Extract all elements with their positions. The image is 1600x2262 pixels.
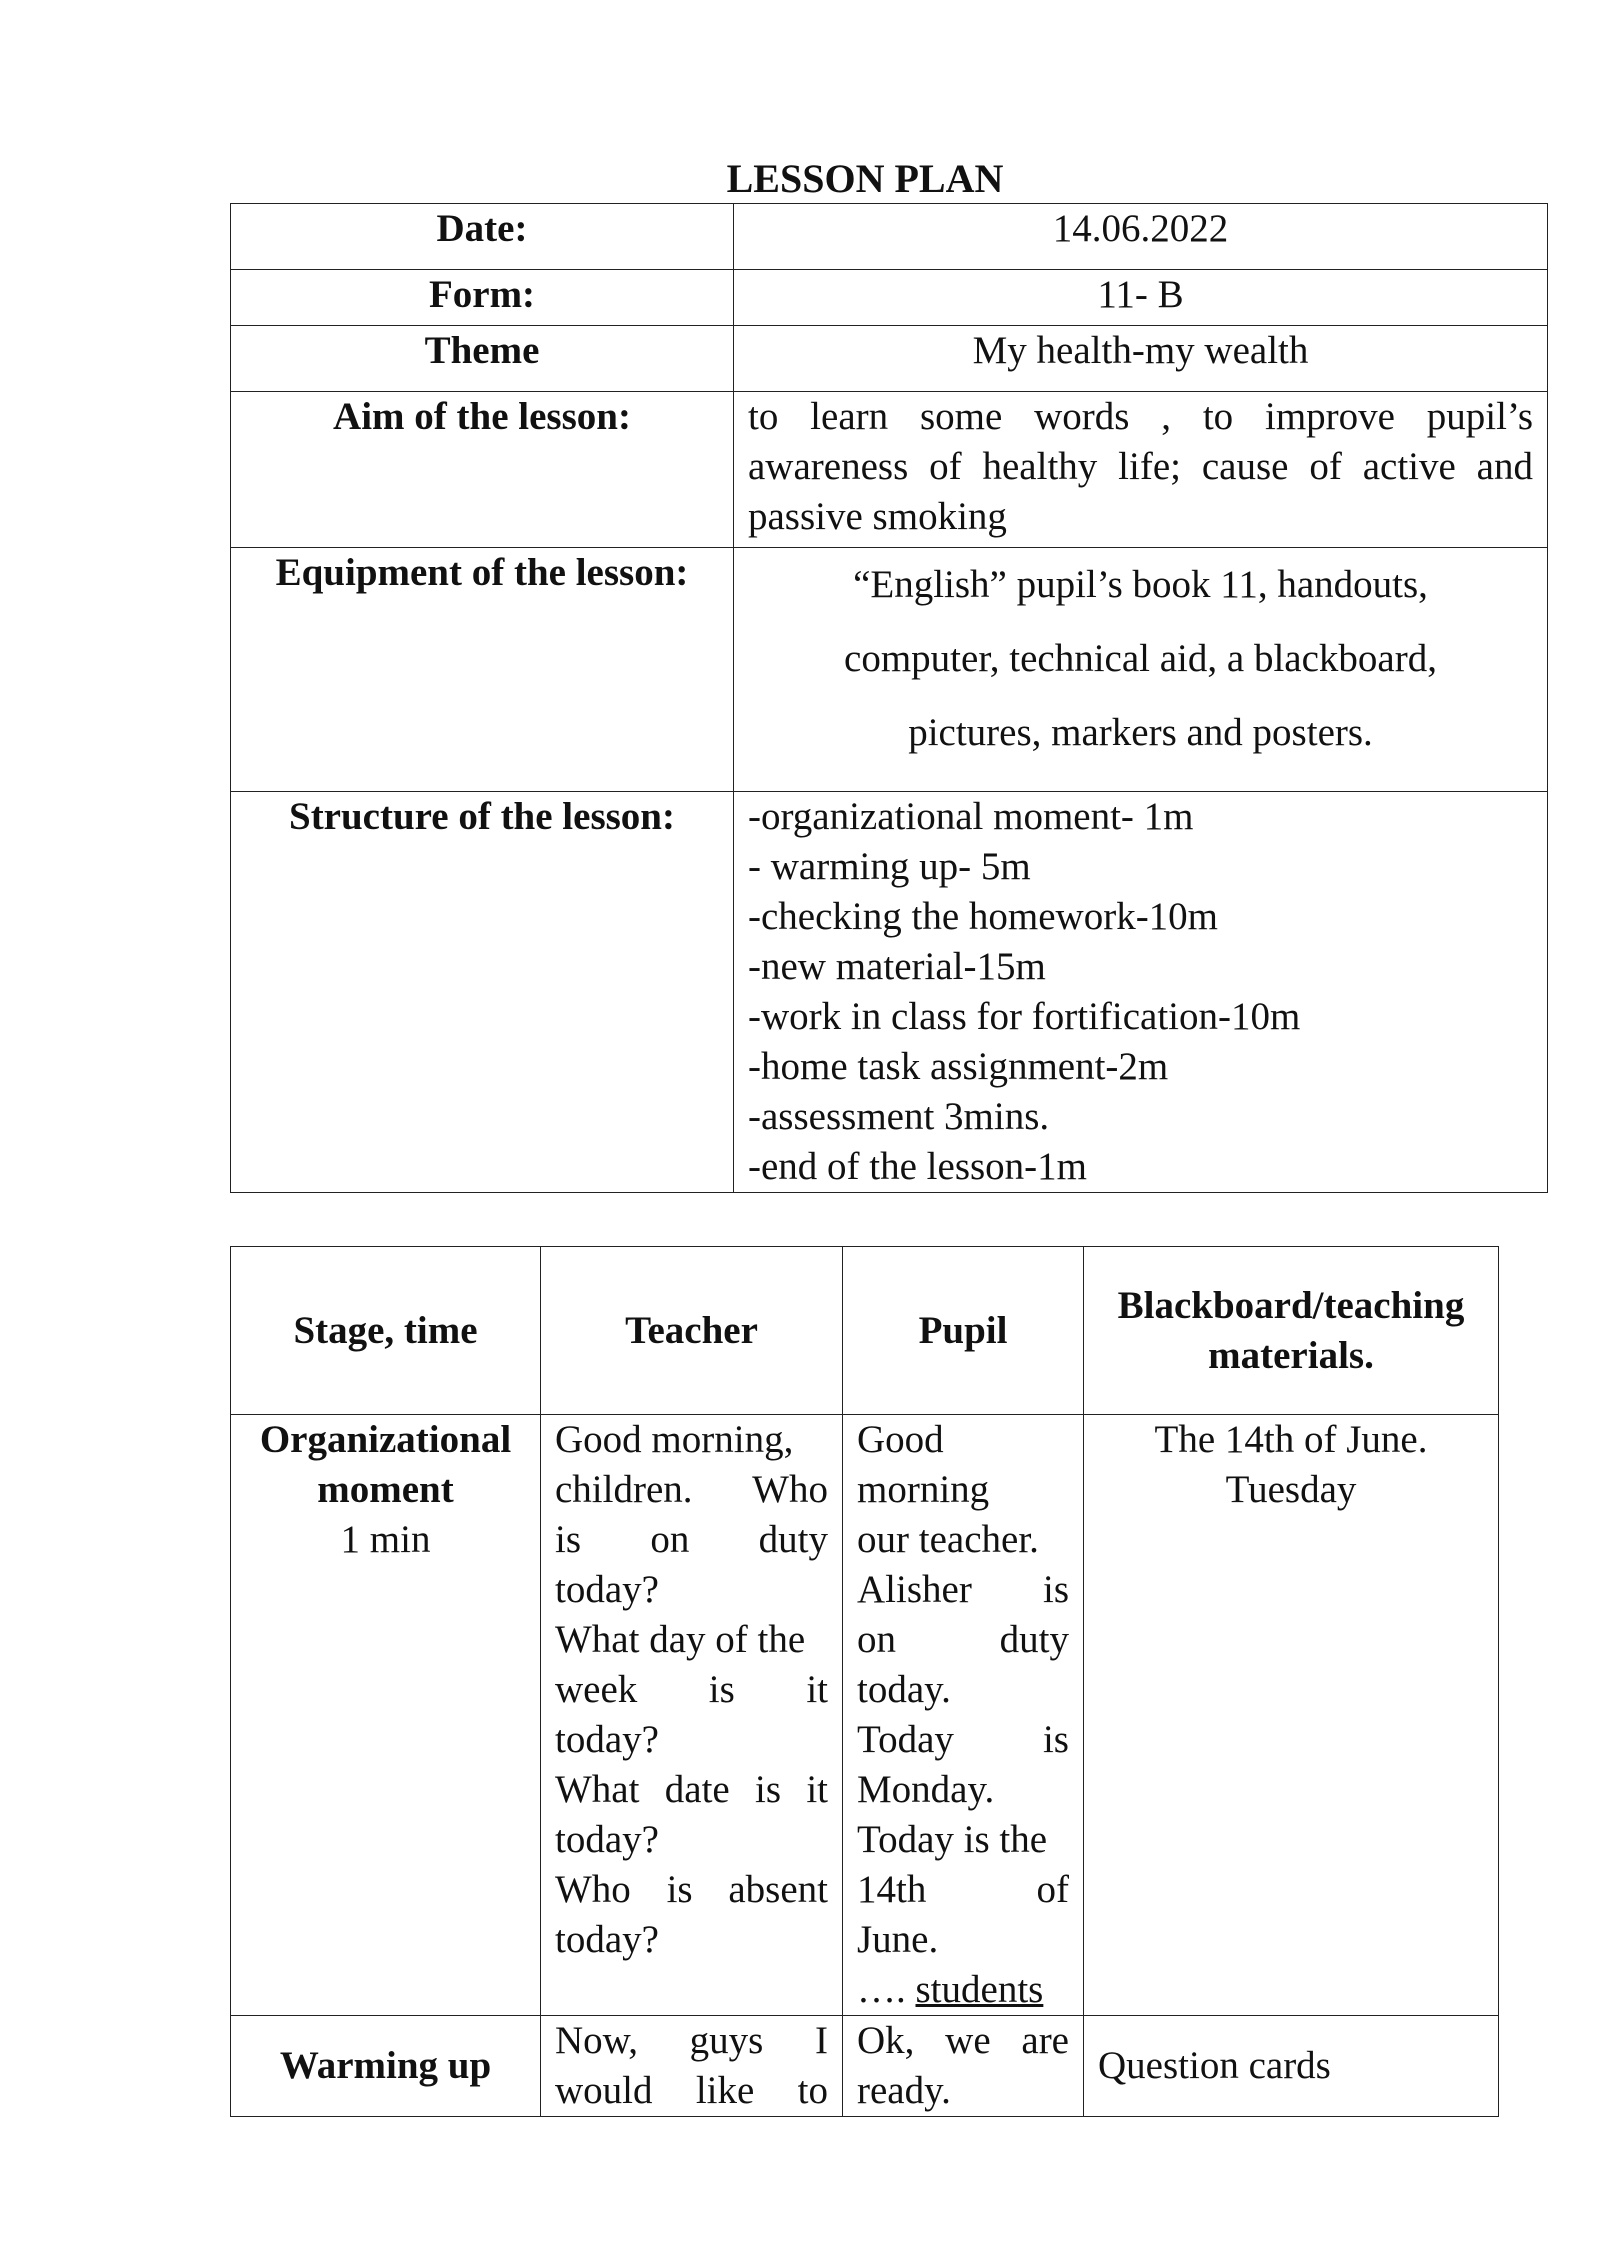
- teacher-line: would like to: [555, 2069, 828, 2112]
- teacher-line: children. Who: [555, 1468, 828, 1511]
- teacher-line: Now, guys I: [555, 2019, 828, 2062]
- structure-value: [734, 792, 1548, 1193]
- date-label: Date:: [231, 204, 734, 270]
- aim-label: Aim of the lesson:: [231, 392, 734, 548]
- pupil-line: Alisher is: [857, 1568, 1069, 1611]
- teacher-line: today?: [555, 1818, 659, 1861]
- aim-line: to learn some words , to improve pupil’s: [748, 395, 1533, 438]
- equipment-line: pictures, markers and posters.: [908, 711, 1373, 754]
- pupil-line: Monday.: [857, 1768, 995, 1811]
- structure-line: -checking the homework-10m: [748, 895, 1219, 938]
- equipment-line: computer, technical aid, a blackboard,: [844, 637, 1437, 680]
- structure-line: -end of the lesson-1m: [748, 1145, 1088, 1188]
- board-line: The 14th of June.: [1154, 1418, 1428, 1461]
- equipment-line: “English” pupil’s book 11, handouts,: [853, 563, 1428, 606]
- teacher-warming-up: [541, 2016, 843, 2117]
- teacher-line: What date is it: [555, 1768, 828, 1811]
- theme-value: My health-my wealth: [734, 326, 1548, 392]
- header-pupil: Pupil: [843, 1247, 1084, 1415]
- equipment-value: [734, 548, 1548, 792]
- pupil-line: today.: [857, 1668, 951, 1711]
- header-blackboard-line: materials.: [1208, 1333, 1374, 1377]
- teacher-organizational: [541, 1415, 843, 2016]
- pupil-line: June.: [857, 1918, 939, 1961]
- pupil-line: Today is: [857, 1718, 1069, 1761]
- pupil-line: 14th of: [857, 1868, 1069, 1911]
- pupil-line: Today is the: [857, 1818, 1048, 1861]
- pupil-line: Ok, we are: [857, 2019, 1069, 2062]
- structure-line: -home task assignment-2m: [748, 1045, 1169, 1088]
- equipment-label: Equipment of the lesson:: [231, 548, 734, 792]
- pupil-warming-up: [843, 2016, 1084, 2117]
- teacher-line: today?: [555, 1718, 659, 1761]
- pupil-line: ready.: [857, 2069, 951, 2112]
- aim-line: awareness of healthy life; cause of active and: [748, 445, 1533, 488]
- header-teacher: Teacher: [541, 1247, 843, 1415]
- pupil-line: our teacher.: [857, 1518, 1039, 1561]
- teacher-line: week is it: [555, 1668, 828, 1711]
- teacher-line: What day of the: [555, 1618, 806, 1661]
- structure-label: Structure of the lesson:: [231, 792, 734, 1193]
- structure-line: -work in class for fortification-10m: [748, 995, 1301, 1038]
- pupil-line-last: [857, 1965, 1069, 2015]
- structure-line: - warming up- 5m: [748, 845, 1031, 888]
- pupil-organizational: [843, 1415, 1084, 2016]
- teacher-line: is on duty: [555, 1518, 828, 1561]
- header-stage-time: Stage, time: [231, 1247, 541, 1415]
- structure-line: -new material-15m: [748, 945, 1046, 988]
- stage-name-line: Organizational: [259, 1418, 512, 1461]
- stage-warming-up: Warming up: [231, 2016, 541, 2117]
- board-line: Tuesday: [1225, 1468, 1357, 1511]
- structure-line: -organizational moment- 1m: [748, 795, 1194, 838]
- pupil-students: students: [915, 1968, 1044, 2011]
- form-value: 11- B: [734, 270, 1548, 326]
- stage-time: 1 min: [340, 1518, 431, 1561]
- lesson-info-table: [230, 203, 1548, 1193]
- aim-value: [734, 392, 1548, 548]
- stage-name-line: moment: [317, 1468, 454, 1511]
- form-label: Form:: [231, 270, 734, 326]
- pupil-ellipsis: ….: [857, 1968, 906, 2011]
- theme-label: Theme: [231, 326, 734, 392]
- board-warming-up: Question cards: [1084, 2016, 1499, 2117]
- teacher-line: Who is absent: [555, 1868, 828, 1911]
- header-blackboard-line: Blackboard/teaching: [1117, 1283, 1465, 1327]
- lesson-plan-table: [230, 1246, 1499, 2117]
- structure-line: -assessment 3mins.: [748, 1095, 1050, 1138]
- teacher-line: Good morning,: [555, 1418, 794, 1461]
- pupil-line: Good: [857, 1418, 944, 1461]
- pupil-line: morning: [857, 1468, 990, 1511]
- teacher-line: today?: [555, 1918, 659, 1961]
- teacher-line: today?: [555, 1568, 659, 1611]
- pupil-line: on duty: [857, 1618, 1069, 1661]
- board-organizational: [1084, 1415, 1499, 2016]
- aim-line: passive smoking: [748, 495, 1007, 538]
- date-value: 14.06.2022: [734, 204, 1548, 270]
- page-title: LESSON PLAN: [726, 156, 1004, 201]
- header-blackboard: [1084, 1247, 1499, 1415]
- stage-organizational: [231, 1415, 541, 2016]
